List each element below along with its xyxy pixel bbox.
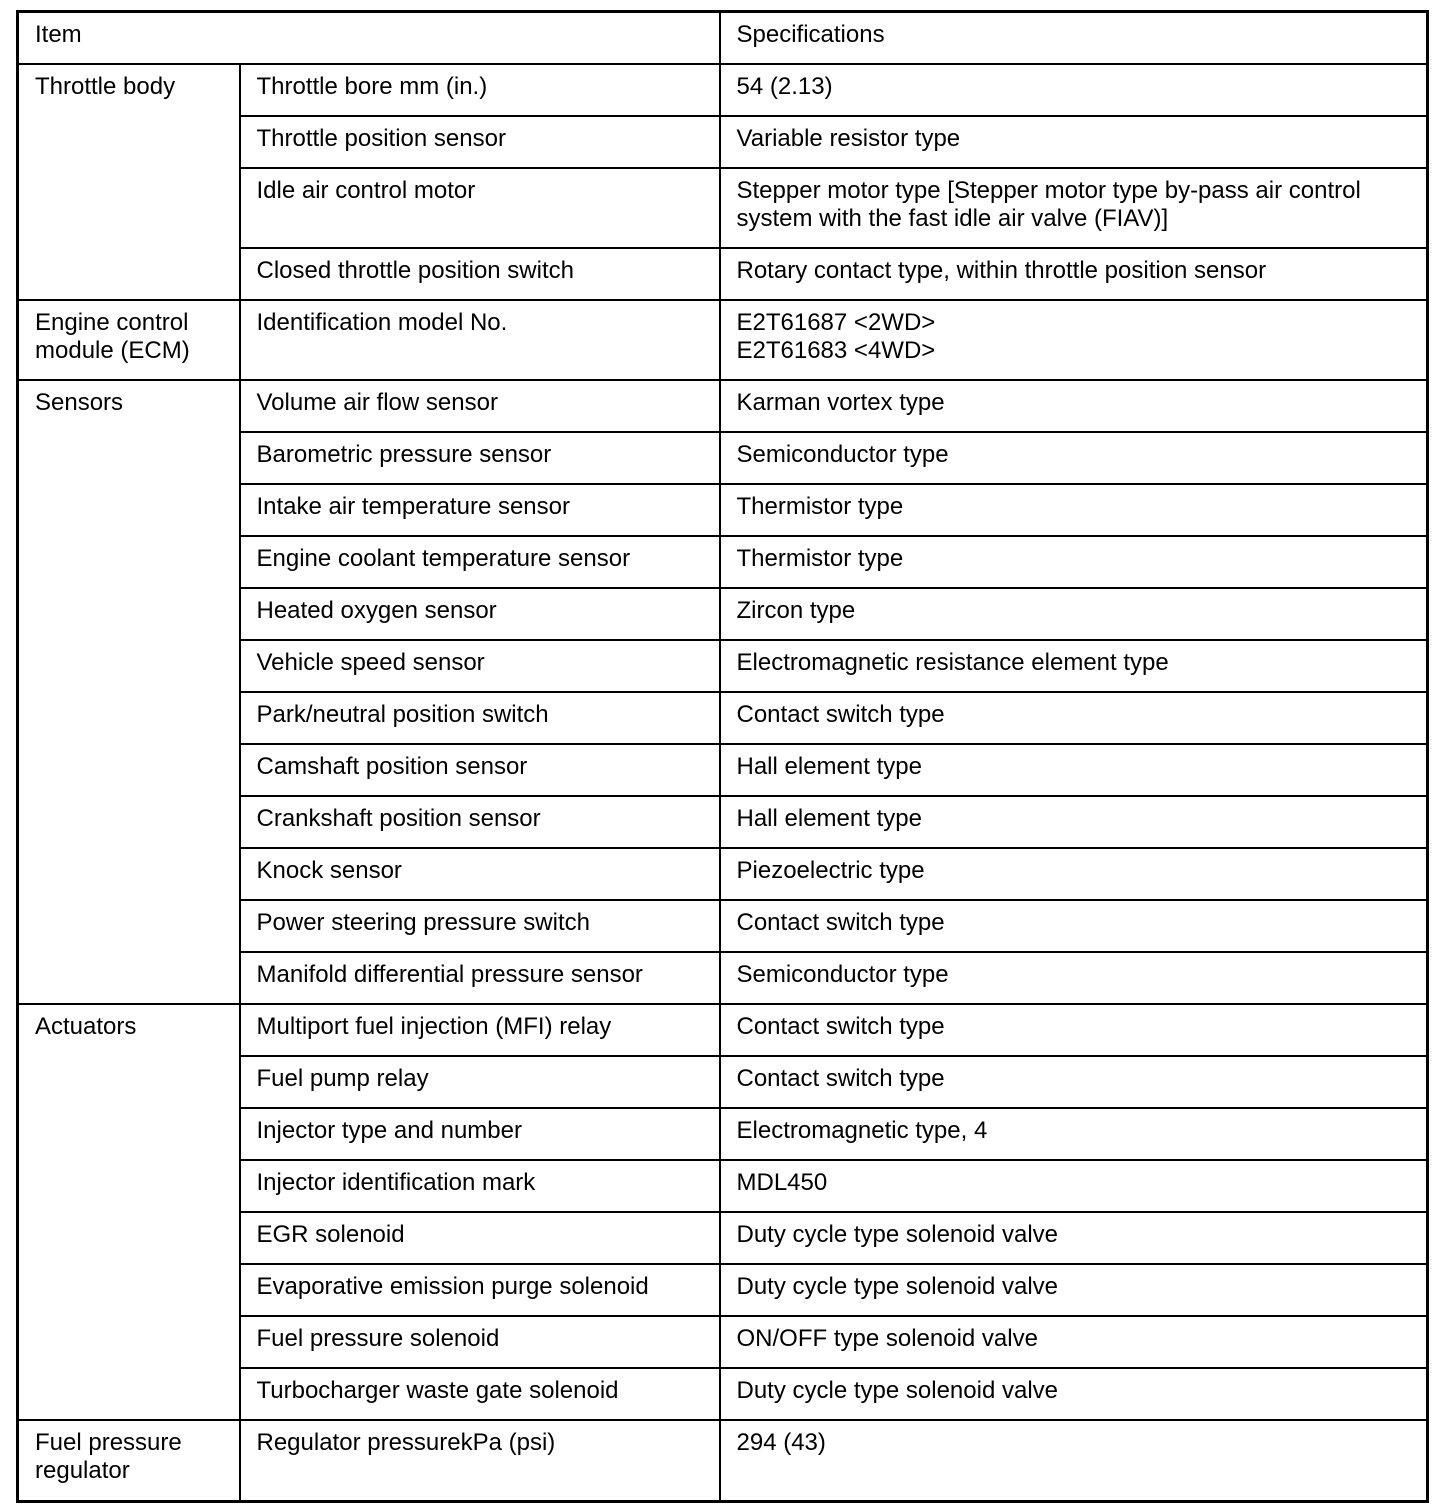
item-cell: Injector identification mark [240, 1160, 720, 1212]
item-cell: Fuel pressure solenoid [240, 1316, 720, 1368]
spec-cell: Duty cycle type solenoid valve [720, 1264, 1428, 1316]
item-cell: Regulator pressurekPa (psi) [240, 1420, 720, 1502]
item-cell: Multiport fuel injection (MFI) relay [240, 1004, 720, 1056]
spec-cell: Rotary contact type, within throttle position sensor [720, 248, 1428, 300]
spec-cell: Thermistor type [720, 536, 1428, 588]
table-row [18, 1420, 1428, 1502]
item-cell: Fuel pump relay [240, 1056, 720, 1108]
item-cell: Power steering pressure switch [240, 900, 720, 952]
table-row [18, 300, 1428, 380]
spec-cell: Variable resistor type [720, 116, 1428, 168]
item-cell: Park/neutral position switch [240, 692, 720, 744]
spec-cell: 294 (43) [720, 1420, 1428, 1502]
spec-cell: MDL450 [720, 1160, 1428, 1212]
table-row [18, 380, 1428, 432]
header-item: Item [18, 12, 720, 64]
spec-cell: Piezoelectric type [720, 848, 1428, 900]
group-label-throttle-body: Throttle body [18, 64, 240, 300]
group-label-ecm: Engine control module (ECM) [18, 300, 240, 380]
spec-cell: ON/OFF type solenoid valve [720, 1316, 1428, 1368]
spec-cell: Electromagnetic resistance element type [720, 640, 1428, 692]
spec-cell: Hall element type [720, 796, 1428, 848]
group-label-fuel-pressure-regulator: Fuel pressure regulator [18, 1420, 240, 1502]
spec-cell: Stepper motor type [Stepper motor type by-pass air control system with the fast idle air valve (FIAV)] [720, 168, 1428, 248]
item-cell: Engine coolant temperature sensor [240, 536, 720, 588]
item-cell: Throttle bore mm (in.) [240, 64, 720, 116]
item-cell: Camshaft position sensor [240, 744, 720, 796]
item-cell: EGR solenoid [240, 1212, 720, 1264]
item-cell: Intake air temperature sensor [240, 484, 720, 536]
spec-line: E2T61687 <2WD> [736, 308, 936, 336]
group-label-actuators: Actuators [18, 1004, 240, 1420]
item-cell: Identification model No. [240, 300, 720, 380]
specifications-table [16, 10, 1429, 1503]
table-row [18, 64, 1428, 116]
table-header-row [18, 12, 1428, 64]
spec-cell: Duty cycle type solenoid valve [720, 1368, 1428, 1420]
item-cell: Closed throttle position switch [240, 248, 720, 300]
item-cell: Volume air flow sensor [240, 380, 720, 432]
spec-cell: Contact switch type [720, 900, 1428, 952]
item-cell: Heated oxygen sensor [240, 588, 720, 640]
spec-cell: Contact switch type [720, 1004, 1428, 1056]
group-label-sensors: Sensors [18, 380, 240, 1004]
spec-cell: Duty cycle type solenoid valve [720, 1212, 1428, 1264]
item-cell: Vehicle speed sensor [240, 640, 720, 692]
spec-cell: Karman vortex type [720, 380, 1428, 432]
item-cell: Throttle position sensor [240, 116, 720, 168]
spec-cell: Electromagnetic type, 4 [720, 1108, 1428, 1160]
item-cell: Evaporative emission purge solenoid [240, 1264, 720, 1316]
spec-cell: Contact switch type [720, 692, 1428, 744]
spec-cell: Thermistor type [720, 484, 1428, 536]
item-cell: Idle air control motor [240, 168, 720, 248]
item-cell: Crankshaft position sensor [240, 796, 720, 848]
item-cell: Turbocharger waste gate solenoid [240, 1368, 720, 1420]
item-cell: Barometric pressure sensor [240, 432, 720, 484]
spec-cell: Semiconductor type [720, 432, 1428, 484]
item-cell: Injector type and number [240, 1108, 720, 1160]
spec-cell: Contact switch type [720, 1056, 1428, 1108]
item-cell: Knock sensor [240, 848, 720, 900]
spec-line: E2T61683 <4WD> [736, 336, 936, 364]
item-cell: Manifold differential pressure sensor [240, 952, 720, 1004]
spec-cell: Semiconductor type [720, 952, 1428, 1004]
spec-cell: Zircon type [720, 588, 1428, 640]
header-specifications: Specifications [720, 12, 1428, 64]
spec-cell: Hall element type [720, 744, 1428, 796]
spec-cell: 54 (2.13) [720, 64, 1428, 116]
spec-cell [720, 300, 1428, 380]
table-row [18, 1004, 1428, 1056]
